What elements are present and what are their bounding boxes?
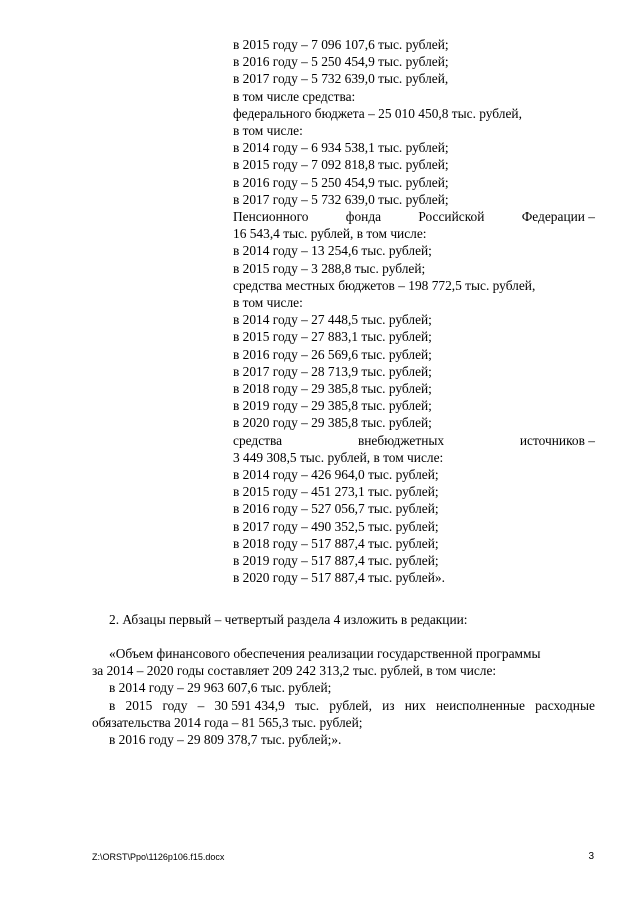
word: источников –: [519, 432, 595, 448]
quote-line-2: за 2014 – 2020 годы составляет 209 242 313,2 тыс. рублей, в том числе:: [92, 663, 497, 679]
item-2-text: 2. Абзацы первый – четвертый раздела 4 изложить в редакции:: [109, 612, 468, 627]
word: средства: [233, 432, 283, 448]
list-line: в том числе средства:: [233, 88, 356, 104]
list-line: в 2014 году – 27 448,5 тыс. рублей;: [233, 312, 432, 328]
list-line: в 2019 году – 29 385,8 тыс. рублей;: [233, 398, 432, 414]
word: внебюджетных: [357, 432, 445, 448]
list-line: в 2015 году – 7 096 107,6 тыс. рублей;: [233, 37, 449, 52]
list-line: в 2014 году – 13 254,6 тыс. рублей;: [233, 243, 432, 259]
list-line: в 2017 году – 5 732 639,0 тыс. рублей;: [233, 191, 449, 207]
word: Пенсионного: [233, 209, 309, 225]
word: фонда: [345, 209, 382, 225]
list-line: федерального бюджета – 25 010 450,8 тыс. рублей,: [233, 105, 522, 121]
list-line: в том числе:: [233, 295, 303, 311]
item-2-paragraph: [92, 611, 595, 628]
list-line: в 2016 году – 5 250 454,9 тыс. рублей;: [233, 54, 449, 70]
word: Российской: [418, 209, 485, 225]
word: 2015: [125, 697, 153, 713]
page-number: 3: [588, 851, 594, 862]
list-line: в 2020 году – 517 887,4 тыс. рублей».: [233, 570, 445, 586]
list-line: в 2018 году – 29 385,8 тыс. рублей;: [233, 381, 432, 397]
list-line: в 2020 году – 29 385,8 тыс. рублей;: [233, 415, 432, 431]
quote-obligations-line: обязательства 2014 года – 81 565,3 тыс. рублей;: [92, 714, 363, 730]
list-line: 16 543,4 тыс. рублей, в том числе:: [233, 226, 427, 242]
funding-list-column: [233, 36, 595, 587]
list-line: в 2016 году – 5 250 454,9 тыс. рублей;: [233, 174, 449, 190]
word: рублей,: [329, 697, 372, 713]
list-line-justified: [233, 432, 595, 449]
word: –: [197, 697, 205, 713]
list-line: в 2018 году – 517 887,4 тыс. рублей;: [233, 535, 439, 551]
word: из: [382, 697, 395, 713]
word: тыс.: [294, 697, 320, 713]
list-line: 3 449 308,5 тыс. рублей, в том числе:: [233, 449, 444, 465]
list-line: в 2015 году – 451 273,1 тыс. рублей;: [233, 484, 439, 500]
file-path-footer: Z:\ORST\Ppo\1126p106.f15.docx: [92, 852, 225, 862]
quote-2015-line: [92, 697, 595, 714]
list-line: в 2015 году – 27 883,1 тыс. рублей;: [233, 329, 432, 345]
list-line: в 2014 году – 6 934 538,1 тыс. рублей;: [233, 140, 449, 156]
word: них: [404, 697, 426, 713]
quote-2016-line: в 2016 году – 29 809 378,7 тыс. рублей;».: [109, 732, 342, 748]
list-line: в 2016 году – 527 056,7 тыс. рублей;: [233, 501, 439, 517]
word: году: [162, 697, 188, 713]
list-line: в том числе:: [233, 123, 303, 139]
list-line: средства местных бюджетов – 198 772,5 тыс. рублей,: [233, 277, 536, 293]
word: Федерации –: [521, 209, 595, 225]
list-line: в 2015 году – 3 288,8 тыс. рублей;: [233, 260, 426, 276]
word: расходные: [535, 697, 595, 713]
word: в: [109, 697, 116, 713]
list-line: в 2019 году – 517 887,4 тыс. рублей;: [233, 553, 439, 569]
list-line: в 2014 году – 426 964,0 тыс. рублей;: [233, 467, 439, 483]
word: 30 591 434,9: [214, 697, 285, 713]
list-line-justified: [233, 208, 595, 225]
quoted-section-text: [92, 645, 595, 748]
list-line: в 2017 году – 28 713,9 тыс. рублей;: [233, 363, 432, 379]
list-line: в 2017 году – 5 732 639,0 тыс. рублей,: [233, 71, 449, 87]
quote-2014-line: в 2014 году – 29 963 607,6 тыс. рублей;: [109, 680, 332, 696]
quote-line-1: «Объем финансового обеспечения реализации государственной программы: [109, 646, 541, 661]
list-line: в 2017 году – 490 352,5 тыс. рублей;: [233, 518, 439, 534]
list-line: в 2016 году – 26 569,6 тыс. рублей;: [233, 346, 432, 362]
word: неисполненные: [435, 697, 525, 713]
list-line: в 2015 году – 7 092 818,8 тыс. рублей;: [233, 157, 449, 173]
